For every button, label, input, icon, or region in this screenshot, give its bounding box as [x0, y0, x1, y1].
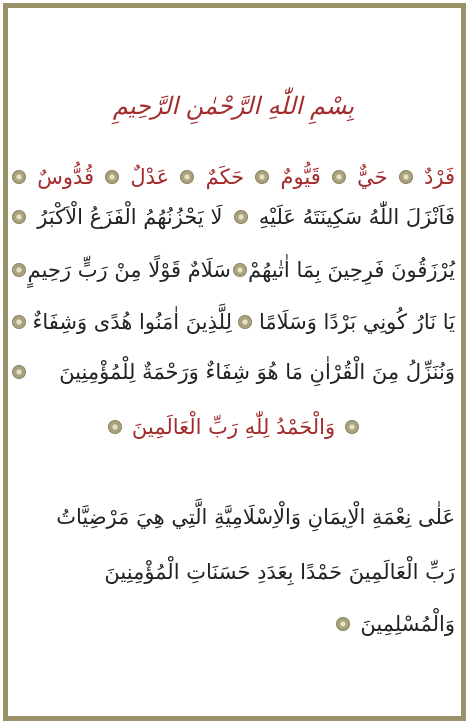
- closing-text: وَالْمُسْلِمِينَ: [360, 612, 455, 636]
- rosette-icon: [332, 170, 346, 184]
- verse-text: فَاَنْزَلَ اللّٰهُ سَكِينَتَهُ عَلَيْهِ: [258, 205, 455, 229]
- rosette-icon: [234, 210, 248, 224]
- rosette-icon: [12, 315, 26, 329]
- closing-line: [12, 612, 455, 636]
- hamd-line: [12, 415, 455, 439]
- verse-line: [12, 258, 455, 282]
- names-line: [12, 165, 455, 189]
- closing-line: [12, 560, 455, 584]
- rosette-icon: [105, 170, 119, 184]
- closing-text: عَلٰى نِعْمَةِ الْاِيمَانِ وَالْاِسْلَامِيَّةِ الَّتِي هِيَ مَرْضِيَّاتُ: [56, 505, 455, 529]
- verse-text: لِلَّذِينَ اٰمَنُوا هُدًى وَشِفَاءٌ: [32, 310, 232, 334]
- hamd-text: وَالْحَمْدُ لِلّٰهِ رَبِّ الْعَالَمِينَ: [131, 415, 336, 439]
- rosette-icon: [180, 170, 194, 184]
- rosette-icon: [12, 365, 26, 379]
- rosette-icon: [12, 210, 26, 224]
- name-qayyum: قَيُّومٌ: [280, 165, 321, 189]
- name-hakam: حَكَمٌ: [205, 165, 245, 189]
- rosette-icon: [233, 263, 247, 277]
- basmala: بِسْمِ اللّٰهِ الرَّحْمٰنِ الرَّحِيمِ: [112, 92, 355, 120]
- rosette-icon: [345, 420, 359, 434]
- rosette-icon: [238, 315, 252, 329]
- rosette-icon: [399, 170, 413, 184]
- verse-line: [12, 205, 455, 229]
- verse-text: يُرْزَقُونَ فَرِحِينَ بِمَا اٰتٰيهُمْ: [248, 258, 455, 282]
- closing-line: [12, 505, 455, 529]
- verse-line: [12, 310, 455, 334]
- name-quddus: قُدُّوسٌ: [37, 165, 95, 189]
- name-fard: فَرْدٌ: [424, 165, 455, 189]
- rosette-icon: [255, 170, 269, 184]
- rosette-icon: [336, 617, 350, 631]
- name-adl: عَدْلٌ: [130, 165, 170, 189]
- rosette-icon: [108, 420, 122, 434]
- verse-text: لَا يَحْزُنُهُمُ الْفَزَعُ الْاَكْبَرُ: [37, 205, 223, 229]
- closing-text: رَبِّ الْعَالَمِينَ حَمْدًا بِعَدَدِ حَسَنَاتِ الْمُؤْمِنِينَ: [104, 560, 455, 584]
- name-hayy: حَيٌّ: [357, 165, 388, 189]
- rosette-icon: [12, 263, 26, 277]
- verse-text: وَنُنَزِّلُ مِنَ الْقُرْاٰنِ مَا هُوَ شِفَاءٌ وَرَحْمَةٌ لِلْمُؤْمِنِينَ: [59, 360, 455, 384]
- verse-line: [12, 360, 455, 384]
- verse-text: سَلَامٌ قَوْلًا مِنْ رَبٍّ رَحِيمٍ: [27, 258, 231, 282]
- rosette-icon: [12, 170, 26, 184]
- verse-text: يَا نَارُ كُونِي بَرْدًا وَسَلَامًا: [258, 310, 455, 334]
